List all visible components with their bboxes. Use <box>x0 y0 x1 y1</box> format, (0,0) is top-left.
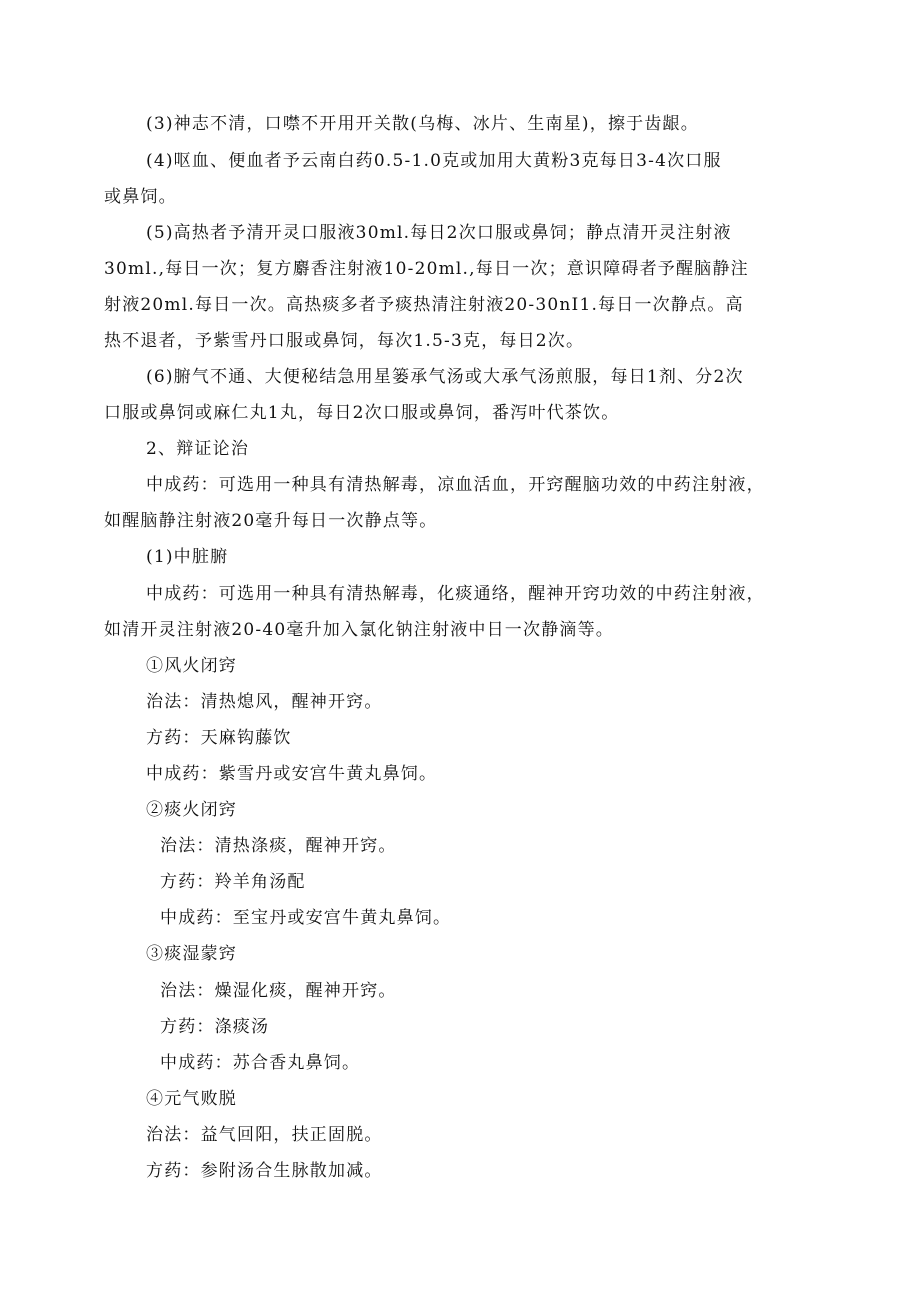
text-line-21: 治法：清热涤痰，醒神开窍。 <box>160 836 397 856</box>
text-line-11: 中成药：可选用一种具有清热解毒，凉血活血，开窍醒脑功效的中药注射液， <box>146 475 765 495</box>
text-line-23: 中成药：至宝丹或安宫牛黄丸鼻饲。 <box>160 908 452 928</box>
text-line-6: 射液20ml.每日一次。高热痰多者予痰热清注射液20-30nI1.每日一次静点。高 <box>104 295 744 315</box>
text-line-7: 热不退者，予紫雪丹口服或鼻饲，每次1.5-3克，每日2次。 <box>104 331 585 351</box>
subheading-zhongzangfu: (1)中脏腑 <box>146 547 229 567</box>
text-line-27: 中成药：苏合香丸鼻饲。 <box>160 1053 361 1073</box>
text-line-2: (4)呕血、便血者予云南白药0.5-1.0克或加用大黄粉3克每日3-4次口服 <box>146 151 722 171</box>
text-line-3: 或鼻饲。 <box>104 187 177 207</box>
text-line-26: 方药：涤痰汤 <box>160 1017 270 1037</box>
text-line-8: (6)腑气不通、大便秘结急用星篓承气汤或大承气汤煎服，每日1剂、分2次 <box>146 367 744 387</box>
text-line-15: 如清开灵注射液20-40毫升加入氯化钠注射液中日一次静滴等。 <box>104 620 615 640</box>
text-line-25: 治法：燥湿化痰，醒神开窍。 <box>160 981 397 1001</box>
pattern-heading-2: ②痰火闭窍 <box>146 800 237 820</box>
text-line-14: 中成药：可选用一种具有清热解毒，化痰通络，醒神开窍功效的中药注射液， <box>146 584 765 604</box>
pattern-heading-3: ③痰湿蒙窍 <box>146 944 237 964</box>
text-line-1: (3)神志不清，口噤不开用开关散(乌梅、冰片、生南星)，擦于齿龈。 <box>146 114 699 134</box>
text-line-29: 治法：益气回阳，扶正固脱。 <box>146 1125 383 1145</box>
text-line-30: 方药：参附汤合生脉散加减。 <box>146 1161 383 1181</box>
text-line-17: 治法：清热熄风，醒神开窍。 <box>146 692 383 712</box>
text-line-19: 中成药：紫雪丹或安宫牛黄丸鼻饲。 <box>146 764 438 784</box>
text-line-9: 口服或鼻饲或麻仁丸1丸，每日2次口服或鼻饲，番泻叶代茶饮。 <box>104 403 620 423</box>
pattern-heading-4: ④元气败脱 <box>146 1089 237 1109</box>
pattern-heading-1: ①风火闭窍 <box>146 656 237 676</box>
text-line-18: 方药：天麻钩藤饮 <box>146 728 292 748</box>
text-line-5: 30ml.,每日一次；复方麝香注射液10-20ml.,每日一次；意识障碍者予醒脑静注 <box>104 259 749 279</box>
text-line-12: 如醒脑静注射液20毫升每日一次静点等。 <box>104 511 438 531</box>
section-heading-syndrome-differentiation: 2、辩证论治 <box>146 439 250 459</box>
text-line-4: (5)高热者予清开灵口服液30ml.每日2次口服或鼻饲；静点清开灵注射液 <box>146 223 732 243</box>
text-line-22: 方药：羚羊角汤配 <box>160 872 306 892</box>
